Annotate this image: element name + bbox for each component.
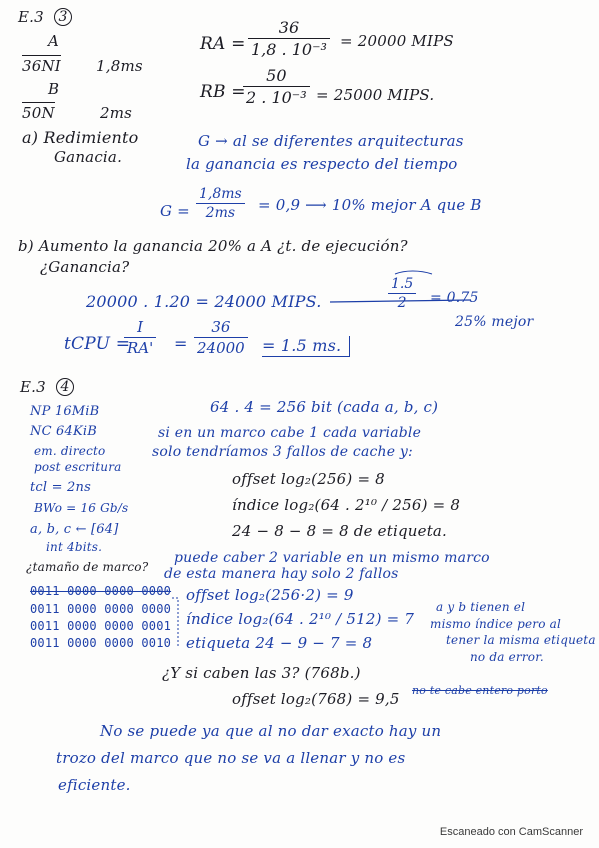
tag-2: etiqueta 24 − 9 − 7 = 8 xyxy=(186,634,373,652)
part-a-title: a) Redimiento xyxy=(22,128,139,147)
ra-denominator: 1,8 . 10⁻³ xyxy=(251,40,327,59)
ratio-numerator: 1.5 xyxy=(391,276,414,292)
tag-1: 24 − 8 − 8 = 8 de etiqueta. xyxy=(232,522,448,540)
scanner-watermark: Escaneado con CamScanner xyxy=(439,826,583,838)
tcpu-label: tCPU = xyxy=(64,334,131,354)
gain-result: = 0,9 ⟶ 10% mejor A que B xyxy=(258,196,482,214)
tcpu-den-2: 24000 xyxy=(197,339,245,357)
side-note-3: tener la misma etiqueta xyxy=(446,633,596,647)
part-b-subtitle: ¿Ganancia? xyxy=(40,258,130,276)
tcpu-den-1: RA' xyxy=(127,339,154,357)
rb-label: RB = xyxy=(200,82,246,102)
case1-line2: solo tendríamos 3 fallos de cache y: xyxy=(152,444,413,460)
mips-calc: 20000 . 1.20 = 24000 MIPS. xyxy=(86,292,322,311)
gain-numerator: 1,8ms xyxy=(199,186,242,202)
question-three-vars: ¿Y si caben las 3? (768b.) xyxy=(162,664,361,682)
gain-fraction xyxy=(196,186,245,221)
ratio-denominator: 2 xyxy=(397,295,407,311)
conclusion-line-3: eficiente. xyxy=(58,776,131,794)
section-title-e3b: E.3 xyxy=(18,8,44,26)
ratio-note: 25% mejor xyxy=(455,314,534,330)
note-architecture: G → al se diferentes arquitecturas xyxy=(198,132,464,150)
side-note-1: a y b tienen el xyxy=(436,600,526,614)
rb-fraction xyxy=(243,66,310,107)
time-a: 1,8ms xyxy=(96,57,143,75)
note-time: la ganancia es respecto del tiempo xyxy=(186,155,458,173)
ra-fraction xyxy=(248,18,330,59)
tcpu-result: = 1.5 ms. xyxy=(262,336,350,357)
time-b: 2ms xyxy=(100,104,133,122)
section-title-e34: E.3 xyxy=(20,378,46,396)
ratio-result: = 0.75 xyxy=(430,290,479,306)
spec-write: post escritura xyxy=(34,460,122,474)
ra-numerator: 36 xyxy=(278,18,300,37)
tcpu-num-2: 36 xyxy=(211,318,231,336)
offset-1: offset log₂(256) = 8 xyxy=(232,470,385,488)
spec-bw: BWo = 16 Gb/s xyxy=(34,501,129,515)
ra-result: = 20000 MIPS xyxy=(340,32,454,50)
gain-denominator: 2ms xyxy=(205,205,236,221)
spec-a: 36NI xyxy=(22,57,61,75)
offset-3: offset log₂(768) = 9,5 xyxy=(232,690,400,708)
binary-row-1: 0011 0000 0000 0000 xyxy=(30,602,172,616)
rb-numerator: 50 xyxy=(266,66,287,85)
case2-line1: puede caber 2 variable en un mismo marco xyxy=(174,550,490,566)
var-size: 64 . 4 = 256 bit (cada a, b, c) xyxy=(210,398,439,416)
binary-row-struck: 0011 0000 0000 0000 xyxy=(30,584,172,598)
spec-mapping: em. directo xyxy=(34,444,106,458)
spec-nc: NC 64KiB xyxy=(30,424,98,439)
section-number-circle: 3 xyxy=(54,8,72,26)
conclusion-line-1: No se puede ya que al no dar exacto hay un xyxy=(100,722,442,740)
label-b: B xyxy=(48,80,60,98)
ra-label: RA = xyxy=(200,34,246,54)
label-a: A xyxy=(48,32,60,50)
offset-2: offset log₂(256·2) = 9 xyxy=(186,586,354,604)
conclusion-line-2: trozo del marco que no se va a llenar y no es xyxy=(56,749,406,767)
binary-row-3: 0011 0000 0000 0010 xyxy=(30,636,172,650)
index-1: índice log₂(64 . 2¹⁰ / 256) = 8 xyxy=(232,496,461,514)
rb-denominator: 2 . 10⁻³ xyxy=(246,88,307,107)
case2-line2: de esta manera hay solo 2 fallos xyxy=(164,566,399,582)
side-note-4: no da error. xyxy=(470,650,544,664)
offset-3-note: no te cabe entero porto xyxy=(412,684,548,697)
case1-line1: si en un marco cabe 1 cada variable xyxy=(158,425,422,441)
spec-b: 50N xyxy=(22,104,55,122)
part-a-subtitle: Ganacia. xyxy=(54,148,123,166)
binary-row-2: 0011 0000 0000 0001 xyxy=(30,619,172,633)
spec-np: NP 16MiB xyxy=(30,404,100,419)
tcpu-fraction-1 xyxy=(124,318,156,357)
gain-label: G = xyxy=(160,202,190,220)
side-note-2: mismo índice pero al xyxy=(430,617,562,631)
spec-tcl: tcl = 2ns xyxy=(30,480,91,495)
section-number-circle-2: 4 xyxy=(56,378,74,396)
equals-sign: = xyxy=(174,334,188,353)
question-frame-size: ¿tamaño de marco? xyxy=(26,560,149,574)
part-b-title: b) Aumento la ganancia 20% a A ¿t. de ejecución? xyxy=(18,237,408,255)
tcpu-fraction-2 xyxy=(194,318,248,357)
spec-vars-int: int 4bits. xyxy=(46,540,103,554)
tcpu-num-1: I xyxy=(137,318,144,336)
rb-result: = 25000 MIPS. xyxy=(316,86,435,104)
spec-vars: a, b, c ← [64] xyxy=(30,522,119,537)
ratio-fraction xyxy=(388,276,416,311)
index-2: índice log₂(64 . 2¹⁰ / 512) = 7 xyxy=(186,610,415,628)
